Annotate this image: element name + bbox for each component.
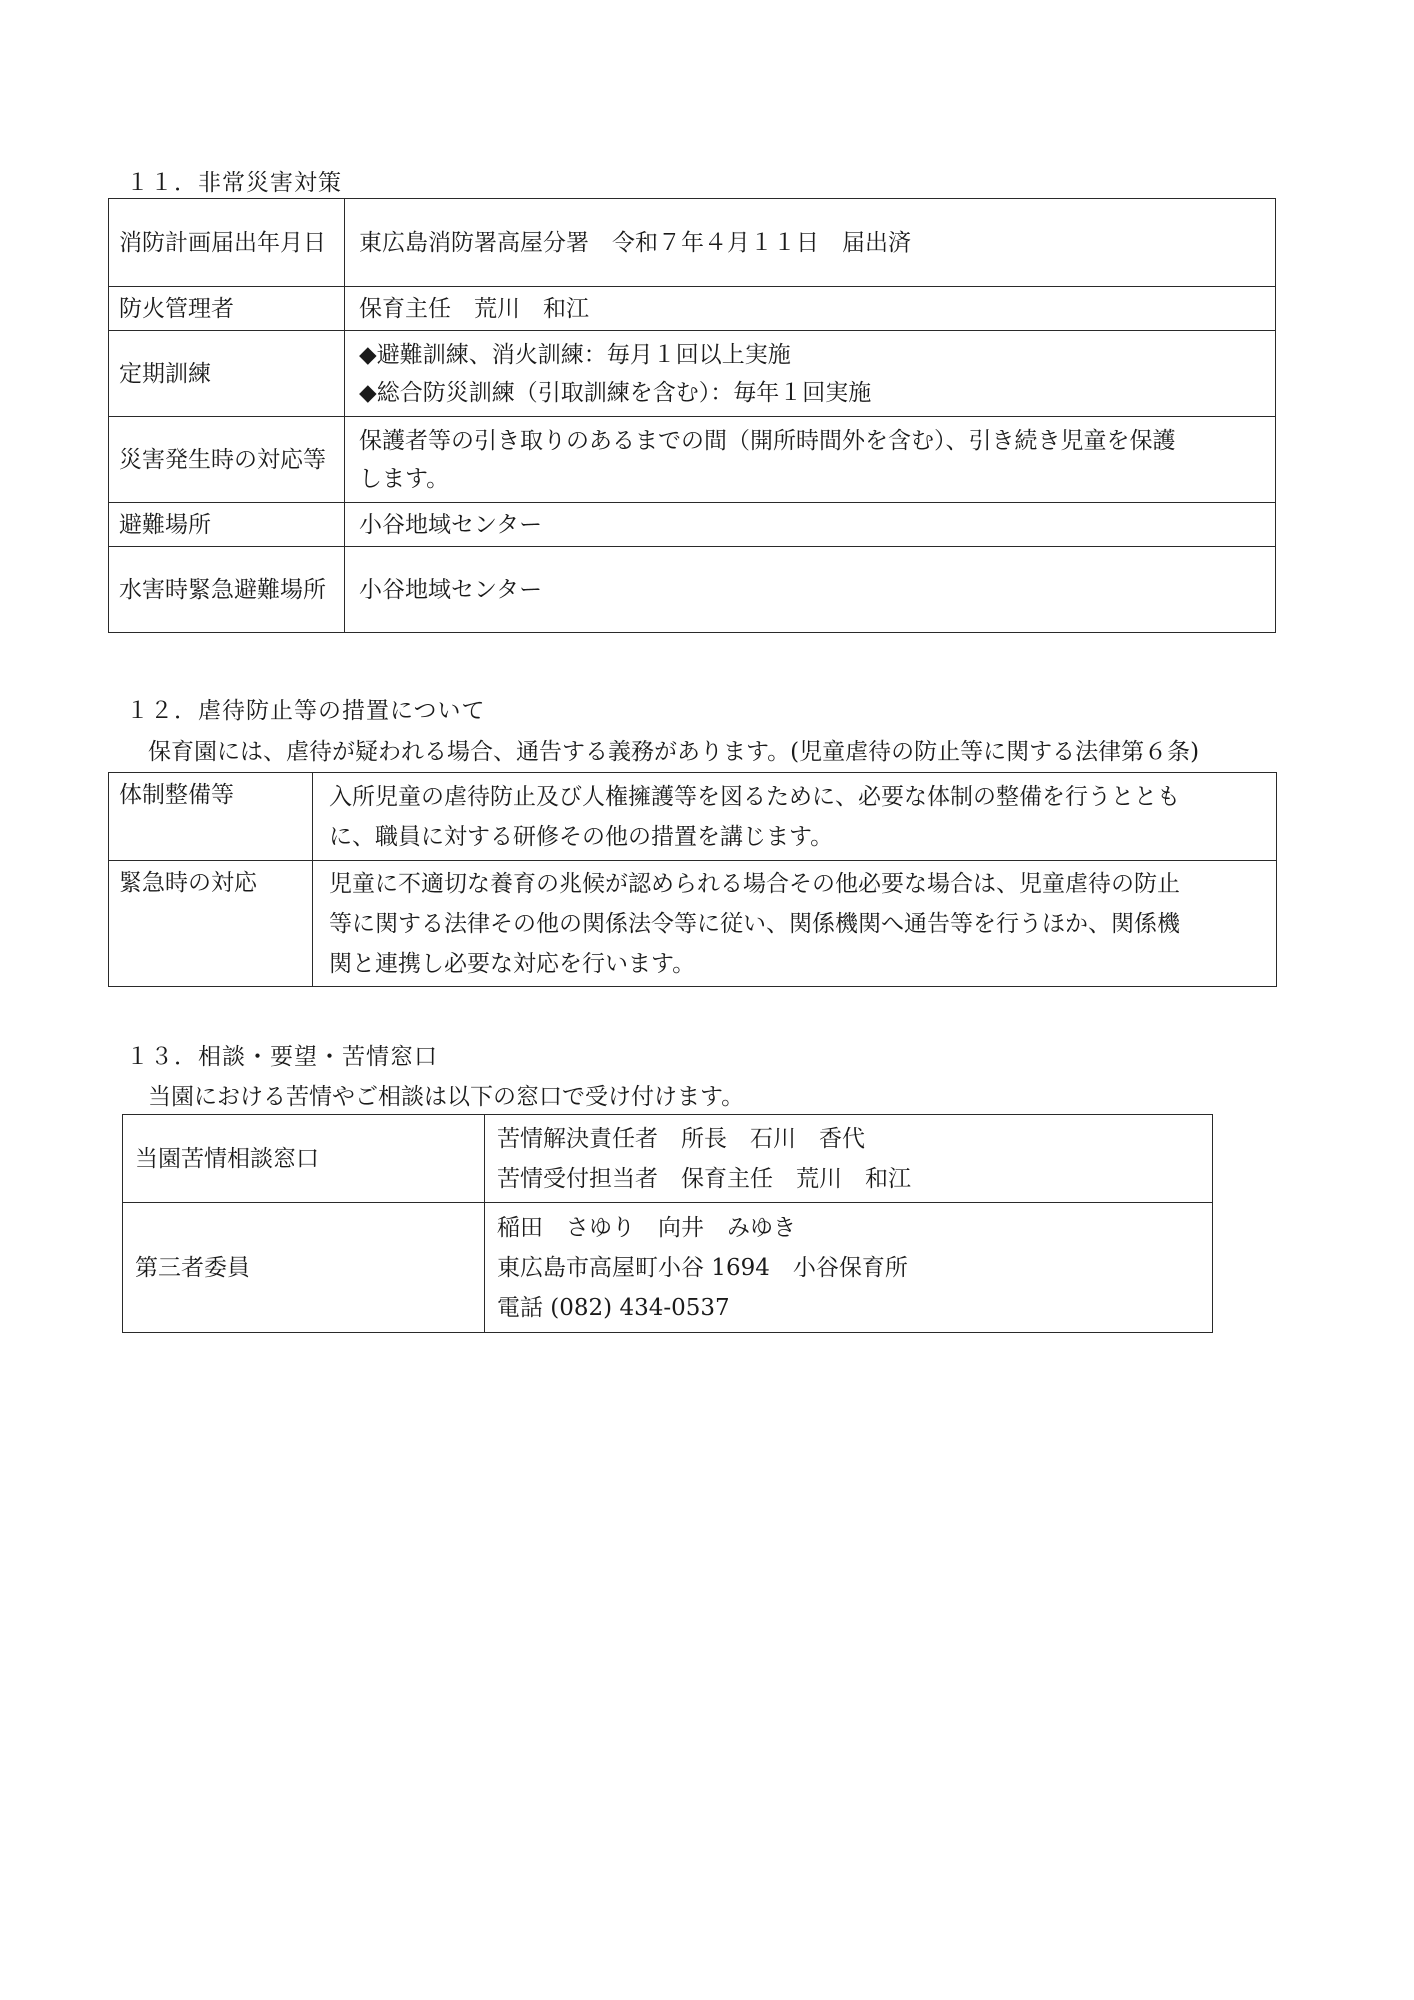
row-label: 消防計画届出年月日 xyxy=(109,199,345,287)
row-label: 緊急時の対応 xyxy=(109,861,313,987)
table-row xyxy=(109,547,1276,633)
row-label: 当園苦情相談窓口 xyxy=(123,1115,485,1203)
row-label: 防火管理者 xyxy=(109,287,345,331)
row-label: 避難場所 xyxy=(109,503,345,547)
row-value: 保護者等の引き取りのあるまでの間（開所時間外を含む）、引き続き児童を保護 します。 xyxy=(345,417,1276,503)
table-row xyxy=(109,199,1276,287)
row-value: 小谷地域センター xyxy=(345,547,1276,633)
row-value: 入所児童の虐待防止及び人権擁護等を図るために、必要な体制の整備を行うととも に、職員に対する研修その他の措置を講じます。 xyxy=(313,773,1277,861)
table-row xyxy=(109,861,1277,987)
table-row xyxy=(109,331,1276,417)
table-row xyxy=(109,503,1276,547)
row-label: 災害発生時の対応等 xyxy=(109,417,345,503)
consultation-table xyxy=(122,1114,1213,1333)
row-label: 水害時緊急避難場所 xyxy=(109,547,345,633)
row-value: 苦情解決責任者 所長 石川 香代 苦情受付担当者 保育主任 荒川 和江 xyxy=(485,1115,1213,1203)
row-value: 児童に不適切な養育の兆候が認められる場合その他必要な場合は、児童虐待の防止 等に関する法律その他の関係法令等に従い、関係機関へ通告等を行うほか、関係機 関と連携し必要な対応を行います。 xyxy=(313,861,1277,987)
row-value: 東広島消防署高屋分署 令和７年４月１１日 届出済 xyxy=(345,199,1276,287)
abuse-prevention-table xyxy=(108,772,1277,987)
table-row xyxy=(109,287,1276,331)
row-value: 稲田 さゆり 向井 みゆき 東広島市高屋町小谷 1694 小谷保育所 電話 (082) 434-0537 xyxy=(485,1203,1213,1333)
section-11-heading: １１．非常災害対策 xyxy=(126,170,342,196)
section-12-intro: 保育園には、虐待が疑われる場合、通告する義務があります。(児童虐待の防止等に関する法律第６条) xyxy=(148,739,1200,765)
section-13-heading: １３．相談・要望・苦情窓口 xyxy=(126,1044,438,1070)
table-row xyxy=(123,1203,1213,1333)
row-label: 体制整備等 xyxy=(109,773,313,861)
table-row xyxy=(109,773,1277,861)
table-row xyxy=(109,417,1276,503)
row-value: 小谷地域センター xyxy=(345,503,1276,547)
section-12-heading: １２．虐待防止等の措置について xyxy=(126,698,486,724)
row-label: 定期訓練 xyxy=(109,331,345,417)
table-row xyxy=(123,1115,1213,1203)
row-value: ◆避難訓練、消火訓練：毎月１回以上実施 ◆総合防災訓練（引取訓練を含む）：毎年１回実施 xyxy=(345,331,1276,417)
row-value: 保育主任 荒川 和江 xyxy=(345,287,1276,331)
emergency-measures-table xyxy=(108,198,1276,633)
section-13-intro: 当園における苦情やご相談は以下の窓口で受け付けます。 xyxy=(148,1084,745,1110)
row-label: 第三者委員 xyxy=(123,1203,485,1333)
